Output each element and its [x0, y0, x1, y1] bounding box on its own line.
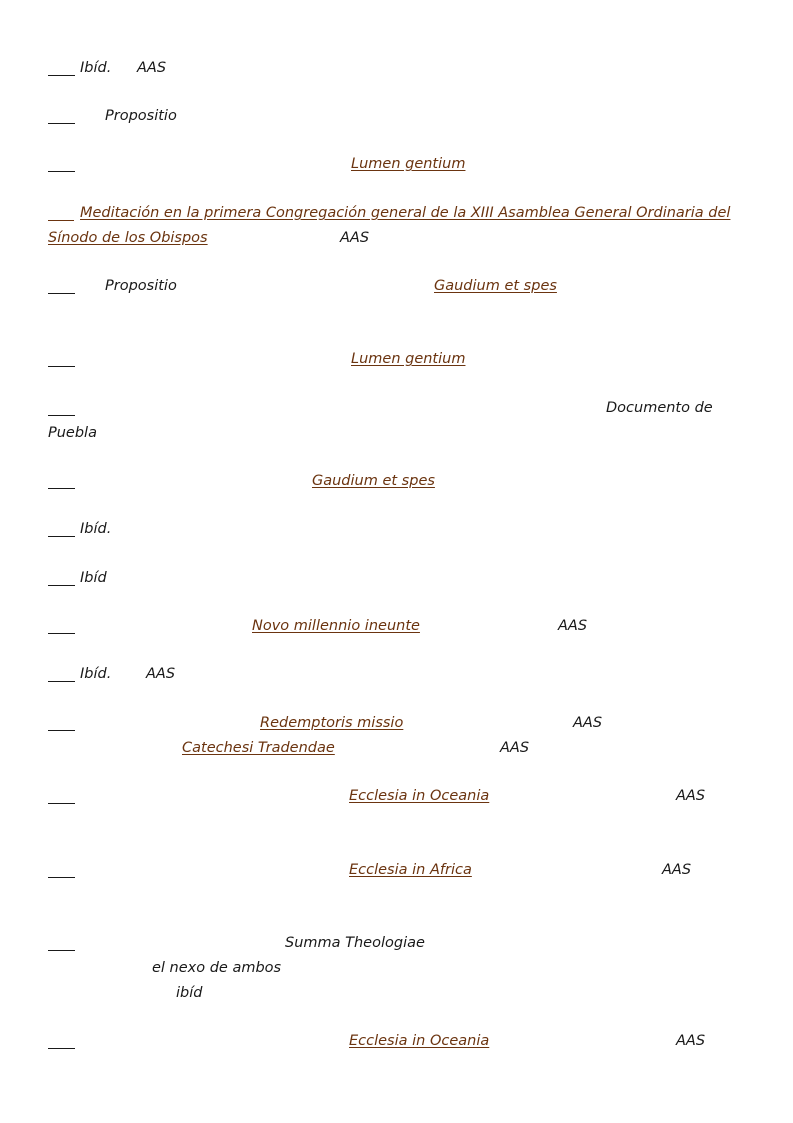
footnote-text: AAS: [146, 666, 176, 682]
footnote-rule: [48, 171, 75, 172]
footnote-text: AAS: [676, 788, 706, 804]
footnote-rule: [48, 415, 75, 416]
footnote-text: Ibíd.: [80, 60, 112, 76]
footnote-text: ibíd: [176, 985, 203, 1001]
footnote-text: Ibíd.: [80, 666, 112, 682]
footnote-link[interactable]: Novo millennio ineunte: [252, 618, 420, 634]
footnote-text: AAS: [676, 1033, 706, 1049]
footnote-rule: [48, 681, 75, 682]
footnote-rule: [48, 730, 75, 731]
footnote-rule: [48, 877, 75, 878]
footnote-link[interactable]: Ecclesia in Oceania: [349, 788, 490, 804]
footnote-link[interactable]: Sínodo de los Obispos: [48, 230, 208, 246]
footnote-text: AAS: [500, 740, 530, 756]
footnote-rule: [48, 1048, 75, 1049]
footnote-rule: [48, 950, 75, 951]
footnote-link[interactable]: Ecclesia in Africa: [349, 862, 472, 878]
footnote-text: AAS: [558, 618, 588, 634]
footnote-link[interactable]: Catechesi Tradendae: [182, 740, 335, 756]
footnote-text: Documento de: [606, 400, 713, 416]
footnote-text: Puebla: [48, 425, 97, 441]
footnote-rule: [48, 75, 75, 76]
footnote-text: Propositio: [105, 108, 177, 124]
footnote-rule: [48, 293, 75, 294]
footnote-text: el nexo de ambos: [152, 960, 282, 976]
footnote-link[interactable]: Ecclesia in Oceania: [349, 1033, 490, 1049]
footnote-link[interactable]: Gaudium et spes: [434, 278, 557, 294]
footnote-text: AAS: [573, 715, 603, 731]
footnote-link[interactable]: Lumen gentium: [351, 156, 466, 172]
footnote-text: AAS: [662, 862, 692, 878]
footnote-link[interactable]: Redemptoris missio: [260, 715, 404, 731]
footnote-rule: [48, 633, 75, 634]
footnote-rule: [48, 585, 75, 586]
footnote-link[interactable]: Meditación en la primera Congregación general de la XIII Asamblea General Ordinaria del: [80, 205, 731, 221]
footnote-link[interactable]: Gaudium et spes: [312, 473, 435, 489]
footnote-text: Ibíd.: [80, 521, 112, 537]
footnote-rule: [48, 536, 75, 537]
footnote-rule: [48, 803, 75, 804]
footnote-text: AAS: [137, 60, 167, 76]
footnote-rule: [48, 366, 75, 367]
footnote-text: AAS: [340, 230, 370, 246]
footnote-text: Summa Theologiae: [285, 935, 425, 951]
footnote-rule: [48, 488, 75, 489]
footnote-link[interactable]: Lumen gentium: [351, 351, 466, 367]
footnote-text: Ibíd: [80, 570, 107, 586]
footnote-text: Propositio: [105, 278, 177, 294]
footnote-rule: [48, 220, 74, 221]
footnote-rule: [48, 123, 75, 124]
